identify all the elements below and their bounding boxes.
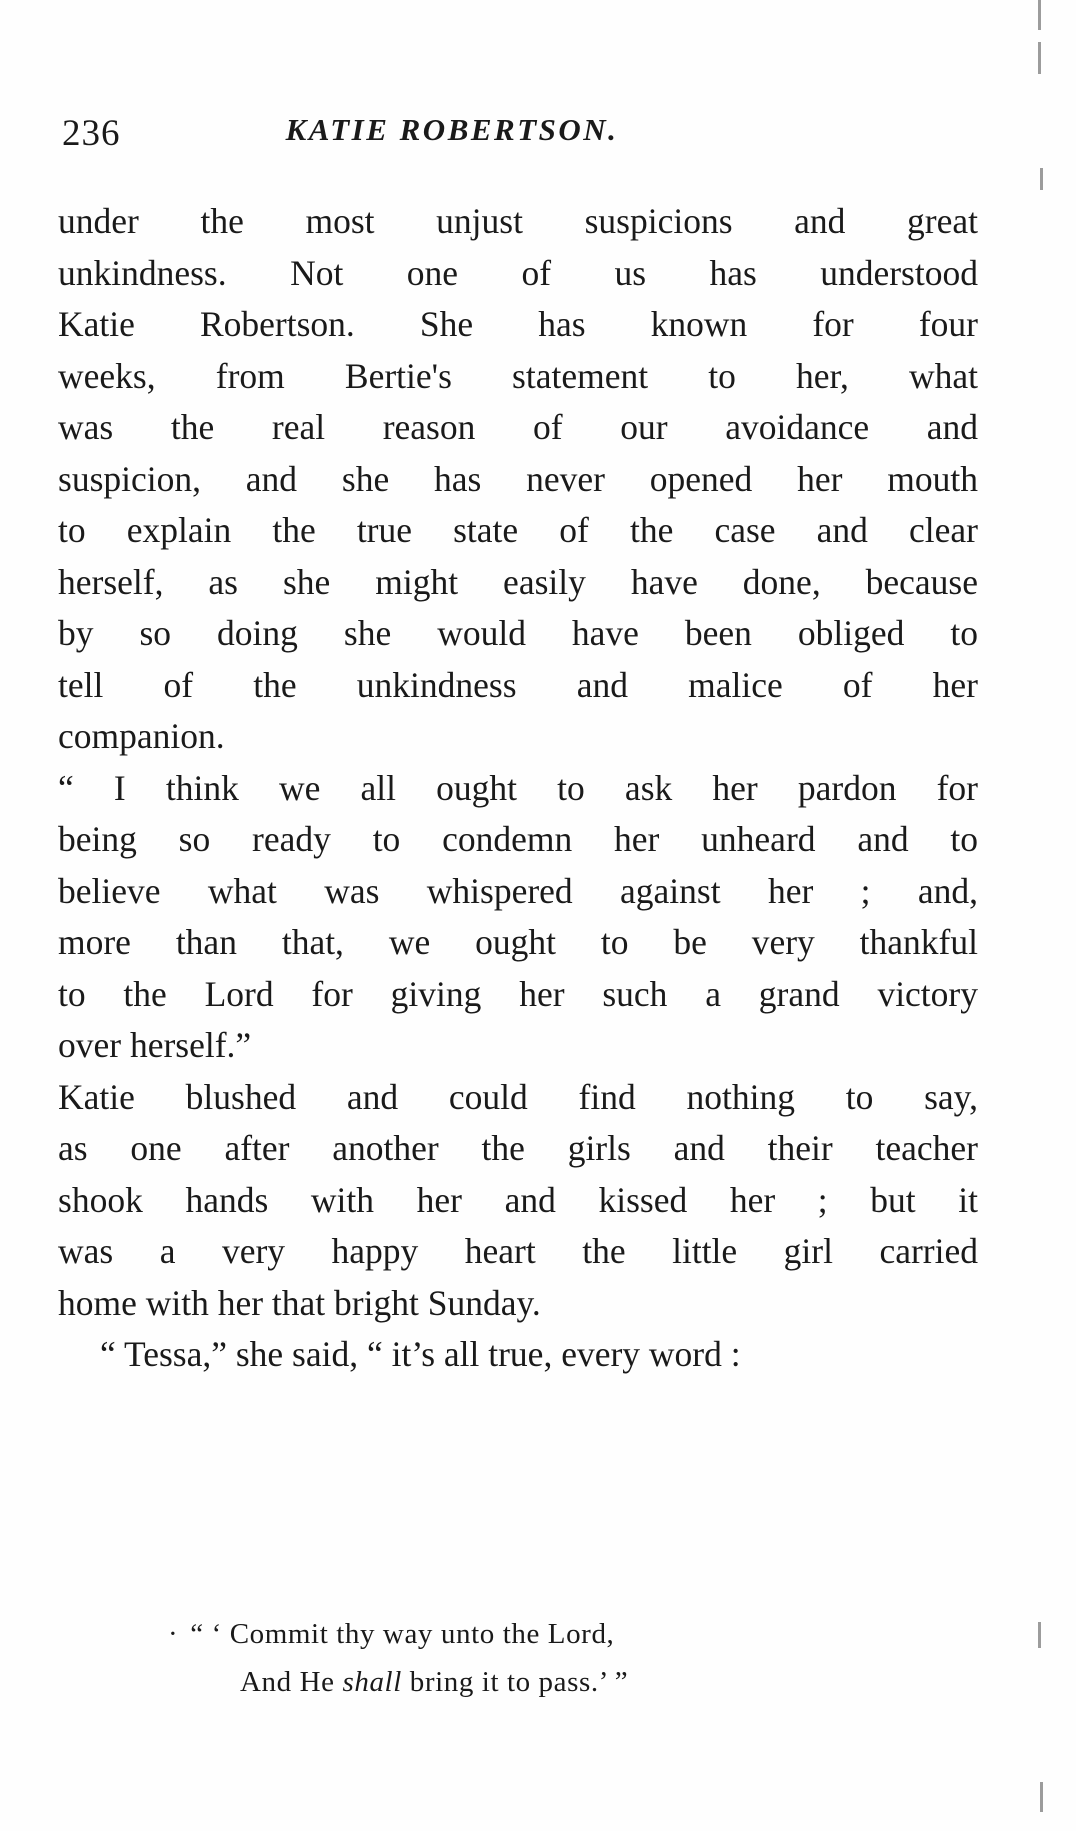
paragraph — [58, 1072, 978, 1330]
text-line: suspicion, and she has never opened her mouth — [58, 458, 978, 499]
text-line: believe what was whispered against her ; and, — [58, 870, 978, 911]
text-line: under the most unjust suspicions and great — [58, 201, 978, 241]
text-line: as one after another the girls and their teacher — [58, 1128, 978, 1168]
running-head: KATIE ROBERTSON. — [285, 112, 619, 147]
text-line: being so ready to condemn her unheard and to — [58, 819, 978, 859]
paragraph — [58, 1329, 978, 1381]
text-line: to the Lord for giving her such a grand victory — [58, 973, 978, 1014]
page-body — [58, 196, 978, 1381]
text-line: more than that, we ought to be very thankful — [58, 922, 978, 962]
scan-artifact-mark — [1040, 1782, 1043, 1812]
text-line: tell of the unkindness and malice of her — [58, 664, 978, 705]
text-line: was the real reason of our avoidance and — [58, 407, 978, 447]
page-number: 236 — [62, 113, 121, 154]
scan-artifact-mark — [1038, 1622, 1041, 1648]
verse-emphasis: shall — [342, 1666, 402, 1698]
text-line: “ Tessa,” she said, “ it’s all true, every word : — [100, 1334, 741, 1374]
text-line: to explain the true state of the case and clear — [58, 510, 978, 550]
verse-line — [58, 1610, 978, 1658]
text-line: “ I think we all ought to ask her pardon for — [58, 767, 978, 808]
text-line: companion. — [58, 716, 225, 756]
scan-artifact-mark — [1040, 168, 1043, 190]
paragraph — [58, 763, 978, 1072]
scan-artifact-mark — [1038, 0, 1041, 30]
page-header — [62, 112, 962, 158]
paragraph — [58, 196, 978, 763]
text-line: Katie Robertson. She has known for four — [58, 304, 978, 344]
text-line: by so doing she would have been obliged to — [58, 613, 978, 653]
text-line: home with her that bright Sunday. — [58, 1282, 541, 1323]
verse-line-text-after: bring it to pass.’ ” — [401, 1666, 629, 1698]
text-line: shook hands with her and kissed her ; but it — [58, 1179, 978, 1220]
text-line: weeks, from Bertie's statement to her, what — [58, 355, 978, 396]
text-line: over herself.” — [58, 1025, 252, 1065]
verse-quotation — [58, 1610, 978, 1706]
text-line: Katie blushed and could find nothing to say, — [58, 1076, 978, 1117]
scan-artifact-mark — [1038, 42, 1041, 74]
text-line: unkindness. Not one of us has understood — [58, 252, 978, 293]
verse-line-text-before: And He — [240, 1666, 343, 1698]
verse-line — [58, 1658, 978, 1706]
leader-dot: · — [168, 1618, 179, 1650]
text-line: herself, as she might easily have done, because — [58, 561, 978, 602]
verse-line-text: “ ‘ Commit thy way unto the Lord, — [190, 1618, 615, 1650]
text-line: was a very happy heart the little girl carried — [58, 1231, 978, 1271]
